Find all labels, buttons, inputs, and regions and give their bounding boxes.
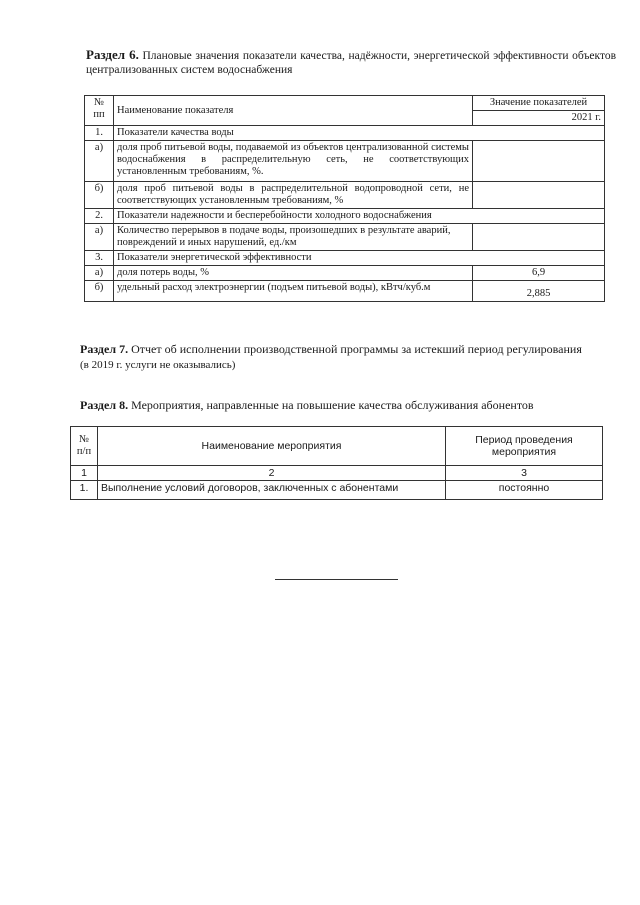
header-period: Период проведения мероприятия (446, 427, 603, 466)
row-num: б) (85, 281, 114, 302)
index-period: 3 (446, 466, 603, 481)
row-num: б) (85, 182, 114, 209)
section7-label: Раздел 7. (80, 342, 129, 356)
table-header-row (85, 96, 605, 111)
row-num: 1. (85, 126, 114, 141)
table-row (85, 141, 605, 182)
section7-note: (в 2019 г. услуги не оказывались) (80, 359, 236, 371)
header-name: Наименование показателя (114, 96, 473, 126)
table-row (85, 266, 605, 281)
table-index-row (71, 466, 603, 481)
section6-table (84, 95, 605, 302)
row-num: 3. (85, 251, 114, 266)
header-name: Наименование мероприятия (98, 427, 446, 466)
section6-title: Плановые значения показатели качества, надёжности, энергетической эффективности объектов централизованных систем водоснабжения (86, 50, 617, 76)
row-name: Количество перерывов в подаче воды, произошедших в результате аварий, повреждений и иных нарушений, ед./км (114, 224, 473, 251)
section7-title: Отчет об исполнении производственной программы за истекший период регулирования (131, 342, 582, 356)
table-row (85, 224, 605, 251)
section8-title: Мероприятия, направленные на повышение качества обслуживания абонентов (131, 398, 534, 412)
row-period: постоянно (446, 481, 603, 500)
row-name: доля проб питьевой воды, подаваемой из объектов централизованной системы водоснабжения в распределительную сеть, не соответствующих установленным требованиям, %. (114, 141, 473, 182)
section8-label: Раздел 8. (80, 398, 129, 412)
row-value (473, 182, 605, 209)
table-row (85, 209, 605, 224)
row-name: Показатели надежности и бесперебойности холодного водоснабжения (114, 209, 605, 224)
row-name: доля проб питьевой воды в распределительной водопроводной сети, не соответствующих установленным требованиям, % (114, 182, 473, 209)
row-name: Показатели качества воды (114, 126, 605, 141)
row-value (473, 141, 605, 182)
row-value: 6,9 (473, 266, 605, 281)
header-num: № пп (85, 96, 114, 126)
table-row (85, 281, 605, 302)
table-row (85, 251, 605, 266)
signature-line (275, 579, 398, 580)
section6-heading (86, 48, 616, 77)
table-row (71, 481, 603, 500)
row-name: доля потерь воды, % (114, 266, 473, 281)
row-num: а) (85, 266, 114, 281)
section7-heading (80, 342, 600, 373)
row-num: а) (85, 224, 114, 251)
row-value: 2,885 (473, 281, 605, 302)
section8-table (70, 426, 603, 500)
header-year: 2021 г. (473, 111, 605, 126)
section6-label: Раздел 6. (86, 47, 139, 62)
row-name: Выполнение условий договоров, заключенных с абонентами (98, 481, 446, 500)
row-num: 1. (71, 481, 98, 500)
header-num: № п/п (71, 427, 98, 466)
table-row (85, 182, 605, 209)
index-name: 2 (98, 466, 446, 481)
section8-heading (80, 398, 600, 413)
row-name: Показатели энергетической эффективности (114, 251, 605, 266)
header-value: Значение показателей (473, 96, 605, 111)
row-num: а) (85, 141, 114, 182)
row-num: 2. (85, 209, 114, 224)
index-num: 1 (71, 466, 98, 481)
row-value (473, 224, 605, 251)
table-row (85, 126, 605, 141)
row-name: удельный расход электроэнергии (подъем питьевой воды), кВтч/куб.м (114, 281, 473, 302)
table-header-row (71, 427, 603, 466)
